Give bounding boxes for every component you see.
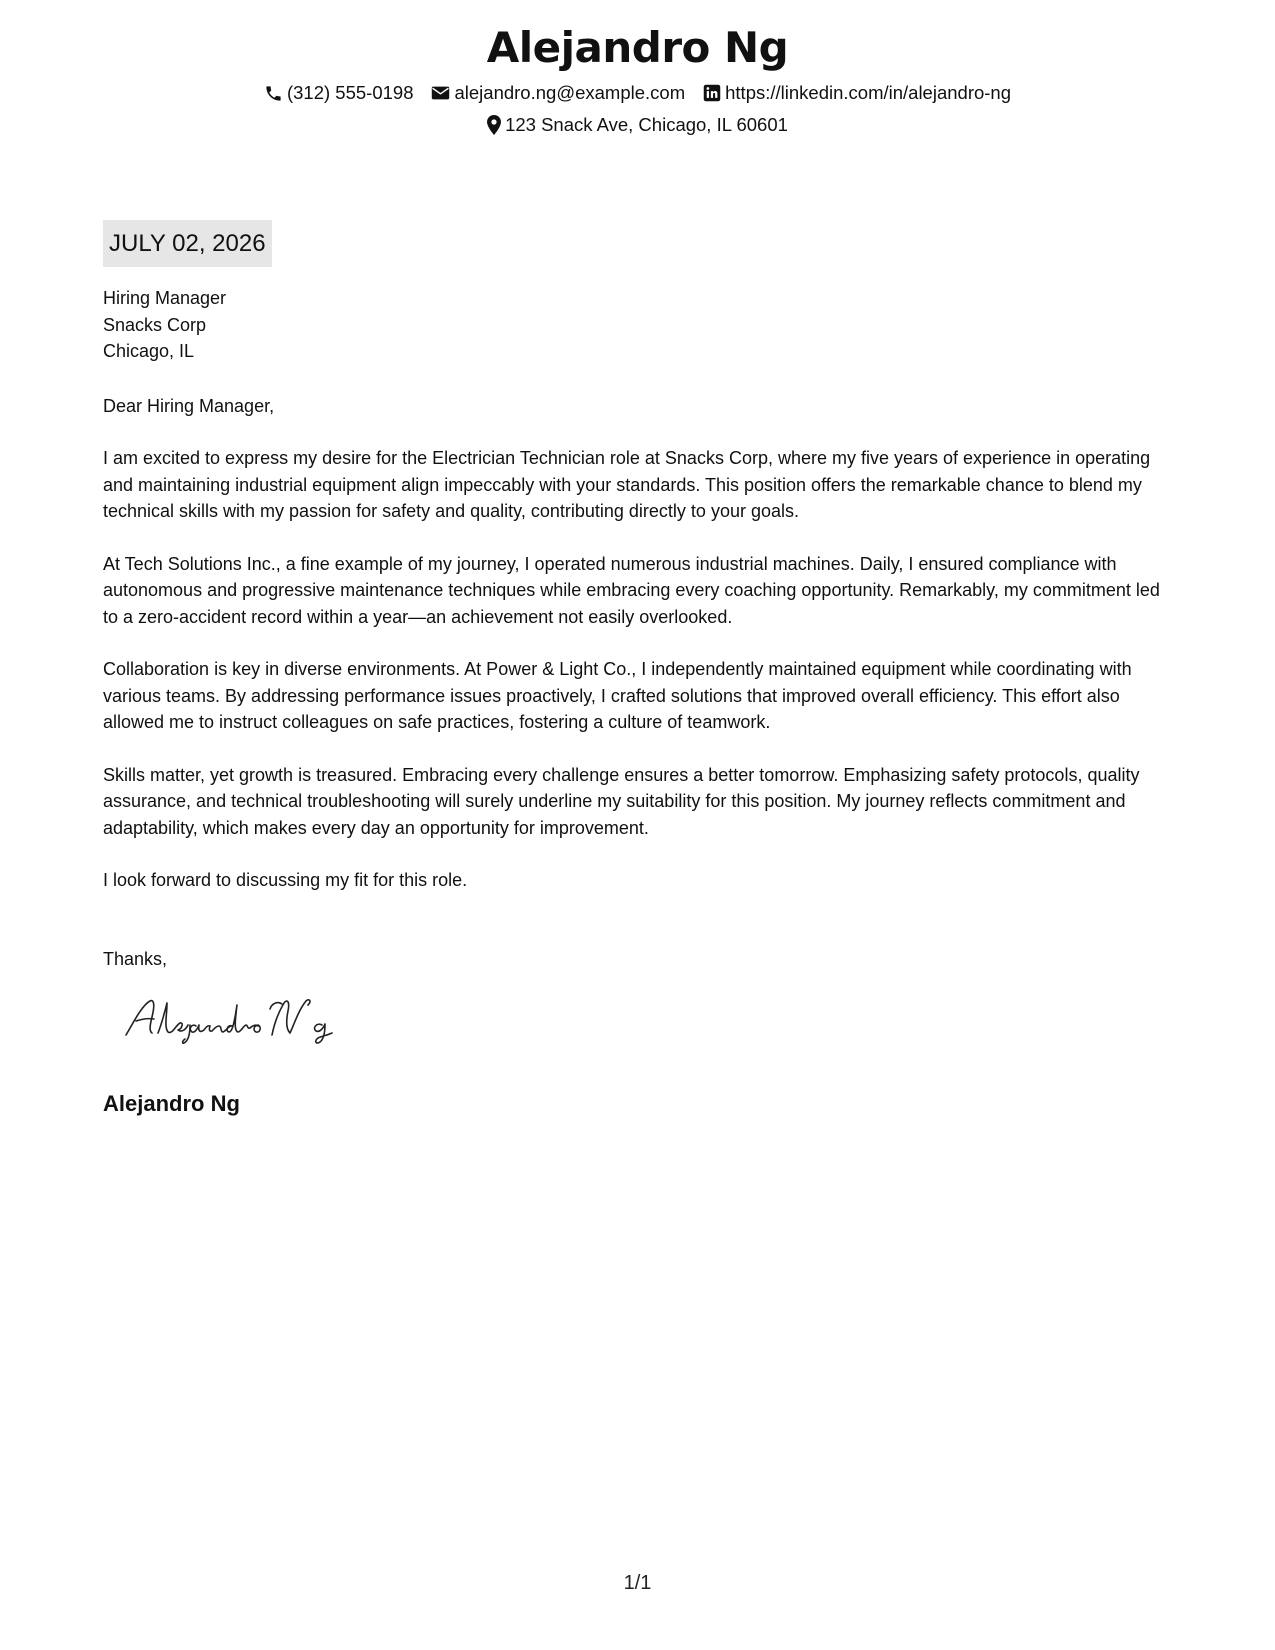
salutation: Dear Hiring Manager, bbox=[103, 396, 275, 416]
body-paragraph: At Tech Solutions Inc., a fine example of my journey, I operated numerous industrial machines. Daily, I ensured compliance with autonomous and progressive maintenance techniques while embracing every coaching opportunity. Remarkably, my commitment led to a zero-accident record within a year—an achievement not easily overlooked. bbox=[103, 553, 1160, 627]
letter-body bbox=[103, 445, 1173, 920]
contact-linkedin bbox=[703, 81, 1011, 105]
letter-header bbox=[0, 22, 1275, 137]
contact-email bbox=[431, 81, 685, 105]
recipient-title: Hiring Manager bbox=[103, 288, 227, 308]
body-paragraph: I look forward to discussing my fit for this role. bbox=[103, 870, 468, 890]
body-paragraph: Collaboration is key in diverse environments. At Power & Light Co., I independently maintained equipment while coordinating with various teams. By addressing performance issues proactively, I crafted solutions that improved overall efficiency. This effort also allowed me to instruct colleagues on safe practices, fostering a culture of teamwork. bbox=[103, 659, 1132, 732]
linkedin-icon bbox=[703, 84, 721, 102]
recipient-company: Snacks Corp bbox=[103, 314, 207, 335]
phone-icon bbox=[264, 84, 283, 103]
recipient-block bbox=[103, 285, 1173, 365]
linkedin-link[interactable]: https://linkedin.com/in/alejandro-ng bbox=[725, 82, 1012, 103]
contact-phone bbox=[264, 81, 414, 105]
body-paragraph: Skills matter, yet growth is treasured. Embracing every challenge ensures a better tomorrow. Emphasizing safety protocols, quality assurance, and technical troubleshooting will surely underline my suitability for this position. My journey reflects commitment and adaptability, which makes every day an opportunity for improvement. bbox=[103, 764, 1140, 838]
closing: Thanks, bbox=[103, 949, 168, 969]
body-paragraph: I am excited to express my desire for the Electrician Technician role at Snacks Corp, where my five years of experience in operating and maintaining industrial equipment align impeccably with your standards. This position offers the remarkable chance to blend my technical skills with my passion for safety and quality, contributing directly to your goals. bbox=[103, 448, 1151, 521]
contact-row bbox=[0, 81, 1275, 105]
signed-name: Alejandro Ng bbox=[103, 1091, 240, 1116]
applicant-name: Alejandro Ng bbox=[486, 23, 789, 72]
envelope-icon bbox=[431, 85, 450, 101]
email-link[interactable]: alejandro.ng@example.com bbox=[454, 82, 686, 103]
phone-number: (312) 555-0198 bbox=[286, 82, 414, 103]
handwritten-signature bbox=[122, 995, 352, 1045]
recipient-location: Chicago, IL bbox=[103, 341, 195, 361]
address-text: 123 Snack Ave, Chicago, IL 60601 bbox=[505, 114, 788, 135]
letter-date: JULY 02, 2026 bbox=[103, 220, 272, 267]
address-row bbox=[0, 113, 1275, 137]
map-pin-icon bbox=[487, 115, 501, 135]
page-number: 1/1 bbox=[623, 1572, 652, 1594]
contact-address bbox=[487, 113, 788, 137]
